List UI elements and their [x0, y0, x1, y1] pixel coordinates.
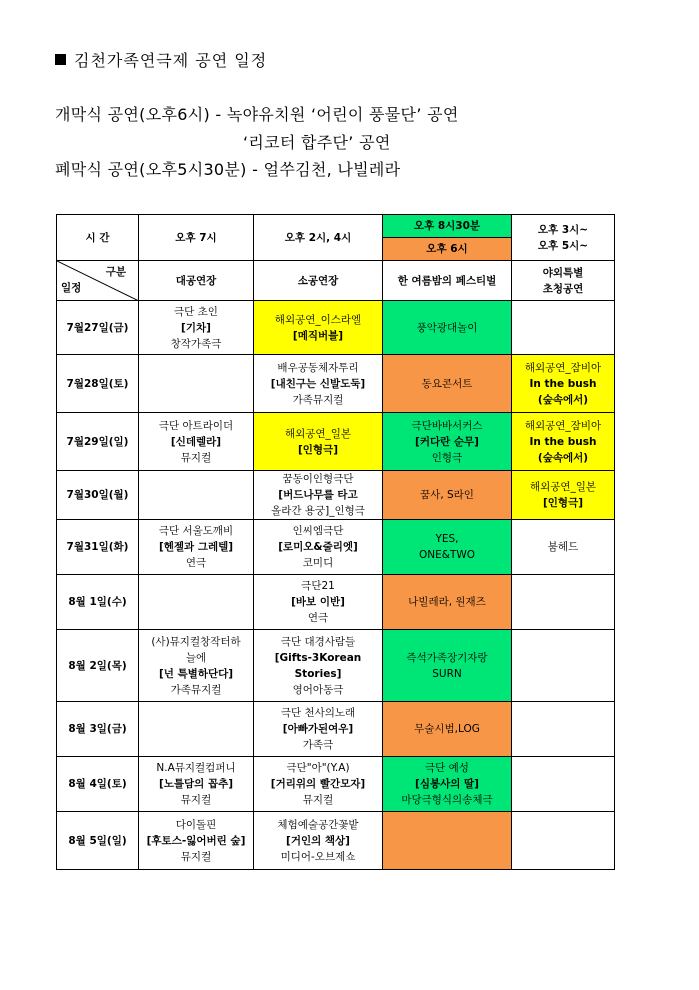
cell-text-line: 극단 초인 — [174, 305, 218, 318]
venue2-cell — [254, 520, 383, 575]
cell-text-line: 극단 서울도깨비 — [158, 525, 234, 537]
cell-text-line: (숲속에서) — [537, 451, 589, 464]
venue3-cell — [383, 575, 512, 630]
col4-time-a: 오후 3시~ — [537, 223, 589, 236]
cell-text-line: 무술시범,LOG — [414, 723, 480, 735]
cell-text-line: [노틀담의 꼽추] — [158, 778, 234, 790]
col4-time-cell — [512, 215, 615, 261]
cell-text-line: 뮤지컬 — [180, 451, 212, 464]
cell-text-line: 극단 대경사람들 — [280, 635, 356, 648]
cell-text-line: [신데렐라] — [170, 435, 222, 448]
venue3-cell — [383, 520, 512, 575]
cell-text-line: In the bush — [529, 435, 597, 448]
intro-line-closing: 폐막식 공연(오후5시30분) - 얼쑤김천, 나빌레라 — [55, 160, 401, 179]
division-diagonal-cell — [57, 261, 139, 301]
cell-text-line: 올라간 용궁]_인형극 — [271, 505, 365, 517]
cell-text-line: 창작가족극 — [170, 337, 222, 350]
square-bullet-icon — [55, 54, 66, 65]
venue3-cell — [383, 413, 512, 471]
venue1-cell — [139, 757, 254, 812]
venue2-cell — [254, 702, 383, 757]
col3-time-a-cell: 오후 8시30분 — [383, 215, 512, 238]
cell-text-line: 뮤지컬 — [180, 850, 212, 863]
date-cell: 7월28일(토) — [57, 355, 139, 413]
cell-text-line: 뮤지컬 — [180, 794, 212, 806]
cell-text-line: 다이돌핀 — [175, 818, 217, 831]
venue4-cell — [512, 301, 615, 355]
cell-text-line: [심봉사의 딸] — [415, 778, 479, 790]
cell-text-line: 붐헤드 — [547, 541, 579, 553]
cell-text-line: 극단 예성 — [425, 762, 469, 774]
cell-text-line: N.A뮤지컬컴퍼니 — [156, 762, 236, 774]
division-label: 구분 — [105, 266, 126, 278]
venue4-cell — [512, 630, 615, 702]
title-text: 김천가족연극제 공연 일정 — [74, 51, 268, 70]
cell-text-line: [바보 이반] — [291, 596, 345, 608]
venue3-cell — [383, 471, 512, 520]
cell-text-line: 마당극형식의송체극 — [401, 794, 493, 806]
cell-text-line: 해외공연_일본 — [529, 481, 597, 493]
cell-text-line: 해외공연_이스라엘 — [274, 313, 362, 326]
date-cell: 7월30일(월) — [57, 471, 139, 520]
venue4-cell — [512, 520, 615, 575]
schedule-row — [57, 702, 615, 757]
venue4-cell — [512, 575, 615, 630]
cell-text-line: 극단바바서커스 — [411, 419, 483, 432]
col3-time-b-cell: 오후 6시 — [383, 238, 512, 261]
cell-text-line: 극단 아트라이더 — [158, 419, 234, 432]
venue3-cell — [383, 757, 512, 812]
cell-text-line: 늘에 — [185, 651, 207, 664]
date-cell: 8월 5일(일) — [57, 812, 139, 870]
col3-venue-cell: 한 여름밤의 페스티벌 — [383, 261, 512, 301]
venue4-cell — [512, 413, 615, 471]
cell-text-line: 극단21 — [301, 580, 335, 592]
col4-time-b: 오후 5시~ — [537, 239, 589, 252]
cell-text-line: [넌 특별하단다] — [158, 667, 234, 680]
cell-text-line: 나빌레라, 원재즈 — [408, 596, 486, 608]
cell-text-line: 미디어-오브제쇼 — [280, 850, 356, 863]
col1-time-cell: 오후 7시 — [139, 215, 254, 261]
cell-text-line: 풍악광대놀이 — [416, 321, 478, 334]
venue1-cell — [139, 413, 254, 471]
schedule-table — [56, 214, 615, 870]
schedule-row — [57, 757, 615, 812]
cell-text-line: 극단"아"(Y.A) — [286, 762, 350, 774]
col4-venue-a: 야외특별 — [542, 266, 584, 279]
venue1-cell — [139, 702, 254, 757]
cell-text-line: [내친구는 신발도둑] — [270, 377, 366, 390]
venue2-cell — [254, 757, 383, 812]
venue2-cell — [254, 301, 383, 355]
col1-venue-cell: 대공연장 — [139, 261, 254, 301]
cell-text-line: (사)뮤지컬창작터하 — [151, 635, 241, 648]
venue4-cell — [512, 355, 615, 413]
venue2-cell — [254, 575, 383, 630]
cell-text-line: [메직버블] — [292, 329, 344, 342]
cell-text-line: 가족극 — [302, 739, 334, 751]
venue2-cell — [254, 413, 383, 471]
cell-text-line: [후토스-잃어버린 숲] — [146, 834, 246, 847]
venue1-cell — [139, 812, 254, 870]
venue4-cell — [512, 702, 615, 757]
cell-text-line: 즉석가족장기자랑 — [406, 651, 488, 664]
venue2-cell — [254, 630, 383, 702]
cell-text-line: Stories] — [294, 667, 342, 680]
venue3-cell — [383, 702, 512, 757]
col4-venue-cell — [512, 261, 615, 301]
intro-line-opening: 개막식 공연(오후6시) - 녹야유치원 ‘어린이 풍물단’ 공연 — [55, 105, 459, 124]
schedule-row — [57, 575, 615, 630]
cell-text-line: 해외공연_잠비아 — [524, 419, 602, 432]
col2-venue-cell: 소공연장 — [254, 261, 383, 301]
schedule-row — [57, 355, 615, 413]
venue2-cell — [254, 355, 383, 413]
cell-text-line: 해외공연_잠비아 — [524, 361, 602, 374]
intro-line-opening-2: ‘리코터 합주단’ 공연 — [243, 133, 391, 152]
cell-text-line: [거리위의 빨간모자] — [270, 778, 366, 790]
cell-text-line: [아빠가된여우] — [282, 723, 354, 735]
schedule-row — [57, 630, 615, 702]
date-cell: 8월 3일(금) — [57, 702, 139, 757]
venue1-cell — [139, 471, 254, 520]
venue1-cell — [139, 630, 254, 702]
cell-text-line: 영어아동극 — [292, 683, 344, 696]
schedule-row — [57, 520, 615, 575]
venue3-cell — [383, 630, 512, 702]
cell-text-line: In the bush — [529, 377, 597, 390]
cell-text-line: 뮤지컬 — [302, 794, 334, 806]
schedule-row — [57, 301, 615, 355]
venue3-cell — [383, 355, 512, 413]
schedule-row — [57, 471, 615, 520]
document-title — [55, 48, 267, 71]
cell-text-line: 가족뮤지컬 — [292, 393, 344, 406]
col2-time-cell: 오후 2시, 4시 — [254, 215, 383, 261]
venue4-cell — [512, 812, 615, 870]
venue3-cell — [383, 812, 512, 870]
cell-text-line: 인씨엠극단 — [292, 525, 344, 537]
date-cell: 8월 1일(수) — [57, 575, 139, 630]
venue4-cell — [512, 471, 615, 520]
cell-text-line: 배우공동체자투리 — [277, 361, 359, 374]
venue1-cell — [139, 520, 254, 575]
venue2-cell — [254, 471, 383, 520]
schedule-row — [57, 812, 615, 870]
venue4-cell — [512, 757, 615, 812]
cell-text-line: 인형극 — [431, 451, 463, 464]
cell-text-line: [인형극] — [297, 443, 339, 456]
schedule-row — [57, 413, 615, 471]
cell-text-line: [기차] — [181, 321, 211, 334]
venue3-cell — [383, 301, 512, 355]
cell-text-line: 체험예술공간꽃밭 — [277, 818, 359, 831]
date-cell: 7월31일(화) — [57, 520, 139, 575]
cell-text-line: [헨젤과 그레텔] — [158, 541, 234, 553]
date-cell: 8월 2일(목) — [57, 630, 139, 702]
cell-text-line: [Gifts-3Korean — [274, 651, 362, 664]
time-label-cell: 시 간 — [57, 215, 139, 261]
cell-text-line: YES, — [435, 533, 459, 545]
schedule-label: 일정 — [61, 282, 82, 294]
date-cell: 7월29일(일) — [57, 413, 139, 471]
cell-text-line: 극단 천사의노래 — [280, 707, 356, 719]
cell-text-line: 꿈동이인형극단 — [282, 473, 354, 485]
col4-venue-b: 초청공연 — [542, 282, 584, 295]
cell-text-line: ONE&TWO — [418, 549, 475, 561]
cell-text-line: SURN — [432, 667, 462, 680]
cell-text-line: [커다란 순무] — [415, 435, 479, 448]
venue1-cell — [139, 575, 254, 630]
cell-text-line: 꿈사, S라인 — [420, 489, 474, 501]
cell-text-line: (숲속에서) — [537, 393, 589, 406]
cell-text-line: 연극 — [307, 612, 329, 624]
cell-text-line: 연극 — [185, 557, 207, 569]
cell-text-line: 가족뮤지컬 — [170, 683, 222, 696]
venue1-cell — [139, 355, 254, 413]
venue1-cell — [139, 301, 254, 355]
cell-text-line: [로미오&줄리엣] — [278, 541, 358, 553]
date-cell: 8월 4일(토) — [57, 757, 139, 812]
venue2-cell — [254, 812, 383, 870]
cell-text-line: 코미디 — [302, 557, 334, 569]
cell-text-line: [인형극] — [542, 497, 584, 509]
date-cell: 7월27일(금) — [57, 301, 139, 355]
cell-text-line: [거인의 책상] — [286, 834, 350, 847]
cell-text-line: 동요콘서트 — [421, 377, 473, 390]
cell-text-line: 해외공연_일본 — [284, 427, 352, 440]
cell-text-line: [버드나무를 타고 — [278, 489, 358, 501]
